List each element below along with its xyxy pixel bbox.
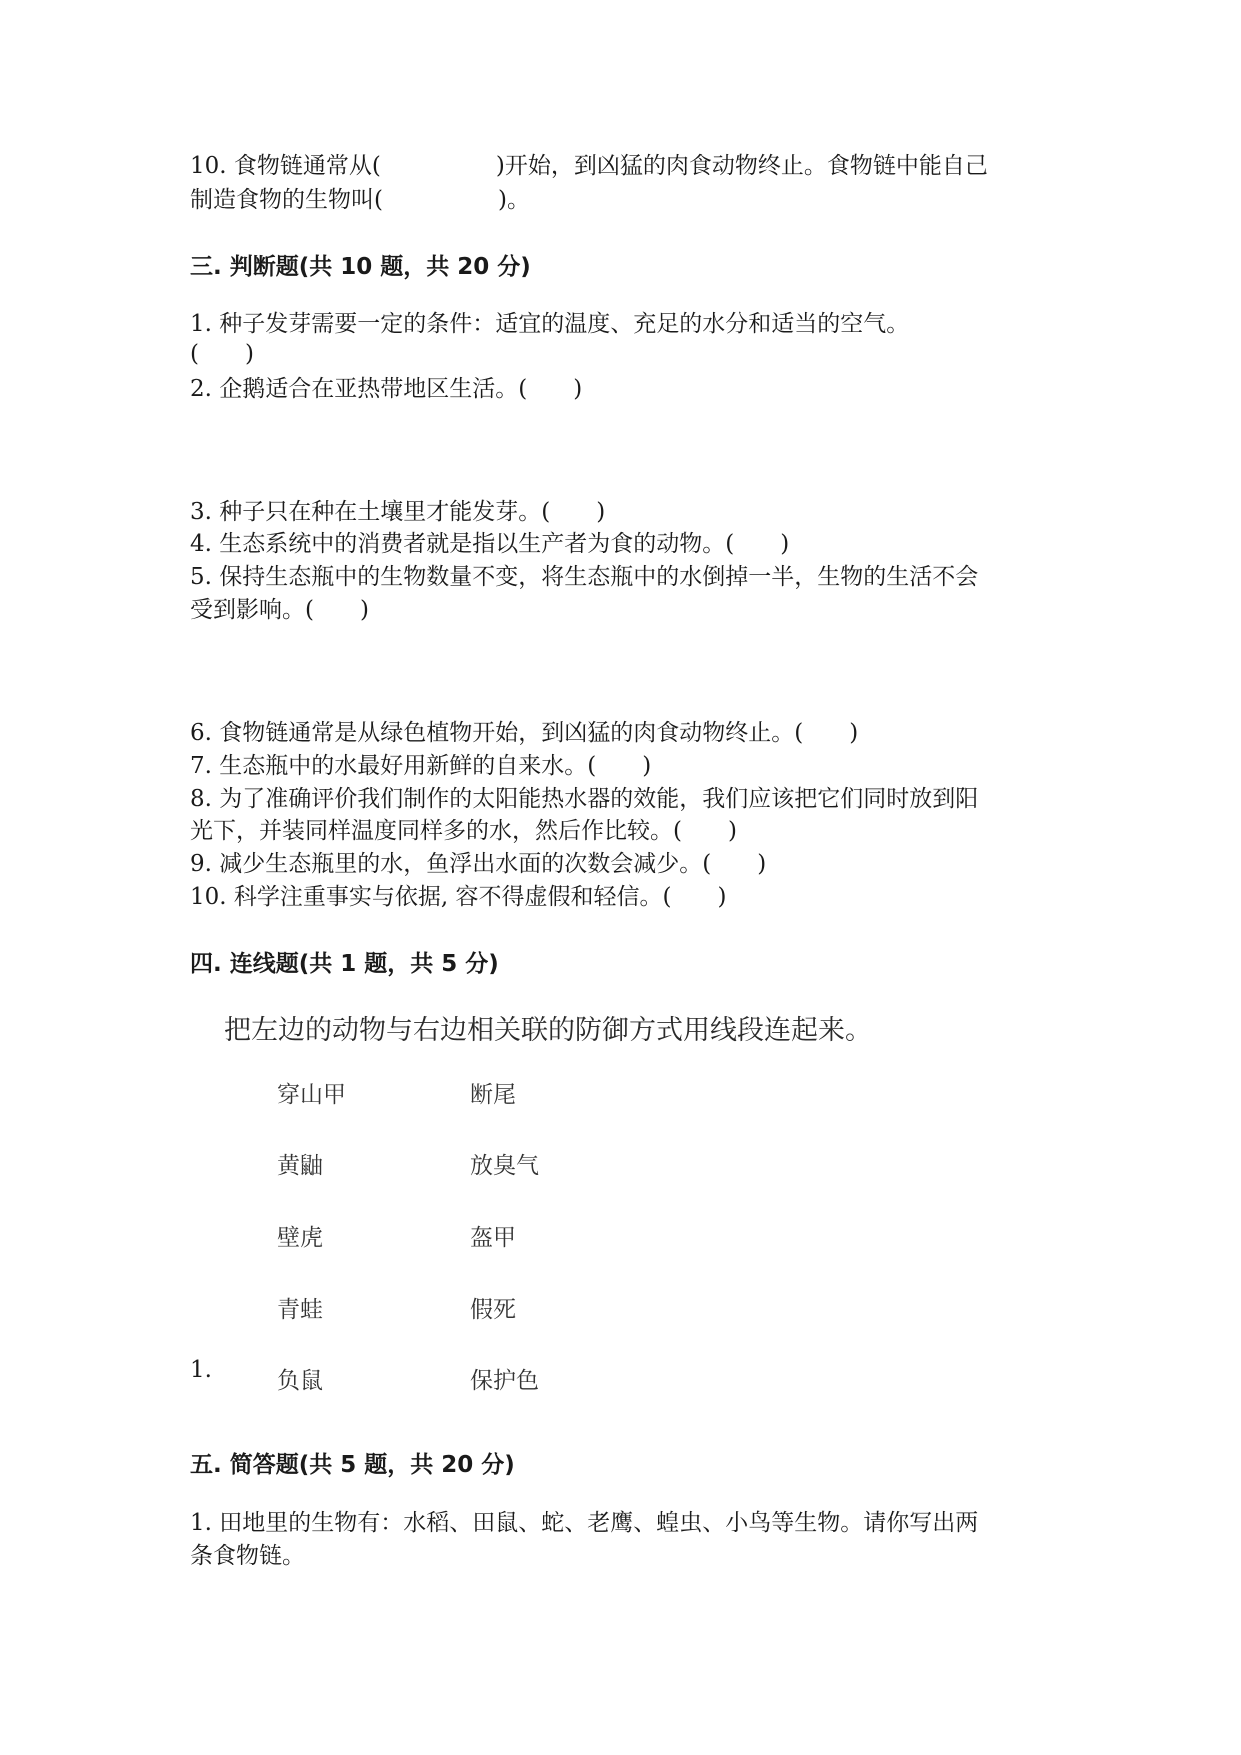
matching-animal-5: 负鼠 (277, 1368, 323, 1394)
judge-q5-line1: 5. 保持生态瓶中的生物数量不变，将生态瓶中的水倒掉一半，生物的生活不会 (190, 564, 979, 590)
judge-q9: 9. 减少生态瓶里的水，鱼浮出水面的次数会减少。( ) (190, 851, 767, 877)
judge-q1-line2: ( ) (190, 341, 254, 367)
judge-q8-line1: 8. 为了准确评价我们制作的太阳能热水器的效能，我们应该把它们同时放到阳 (190, 786, 979, 812)
short-answer-q1-line1: 1. 田地里的生物有：水稻、田鼠、蛇、老鹰、蝗虫、小鸟等生物。请你写出两 (190, 1510, 979, 1536)
judge-q4: 4. 生态系统中的消费者就是指以生产者为食的动物。( ) (190, 531, 790, 557)
judge-q3: 3. 种子只在种在土壤里才能发芽。( ) (190, 499, 606, 525)
section5-heading: 五. 简答题(共 5 题，共 20 分) (190, 1452, 515, 1478)
fill-blank-q10-line2: 制造食物的生物叫( )。 (190, 187, 530, 213)
matching-animal-1: 穿山甲 (277, 1082, 346, 1108)
short-answer-q1-line2: 条食物链。 (190, 1543, 305, 1569)
matching-defense-4: 假死 (470, 1297, 516, 1323)
judge-q1-line1: 1. 种子发芽需要一定的条件：适宜的温度、充足的水分和适当的空气。 (190, 311, 910, 337)
judge-q2: 2. 企鹅适合在亚热带地区生活。( ) (190, 376, 583, 402)
matching-defense-1: 断尾 (470, 1082, 516, 1108)
judge-q10: 10. 科学注重事实与依据, 容不得虚假和轻信。( ) (190, 884, 727, 910)
section4-heading: 四. 连线题(共 1 题，共 5 分) (190, 951, 499, 977)
matching-animal-4: 青蛙 (277, 1297, 323, 1323)
matching-animal-3: 壁虎 (277, 1225, 323, 1251)
matching-instruction: 把左边的动物与右边相关联的防御方式用线段连起来。 (224, 1015, 872, 1046)
matching-animal-2: 黄鼬 (277, 1153, 323, 1179)
matching-defense-3: 盔甲 (470, 1225, 516, 1251)
section3-heading: 三. 判断题(共 10 题，共 20 分) (190, 254, 531, 280)
judge-q5-line2: 受到影响。( ) (190, 597, 369, 623)
judge-q6: 6. 食物链通常是从绿色植物开始，到凶猛的肉食动物终止。( ) (190, 720, 859, 746)
matching-defense-5: 保护色 (470, 1368, 539, 1394)
judge-q8-line2: 光下，并装同样温度同样多的水，然后作比较。( ) (190, 818, 737, 844)
matching-question-number: 1. (190, 1357, 212, 1383)
fill-blank-q10-line1: 10. 食物链通常从( )开始，到凶猛的肉食动物终止。食物链中能自己 (190, 153, 988, 179)
matching-defense-2: 放臭气 (470, 1153, 539, 1179)
judge-q7: 7. 生态瓶中的水最好用新鲜的自来水。( ) (190, 753, 652, 779)
